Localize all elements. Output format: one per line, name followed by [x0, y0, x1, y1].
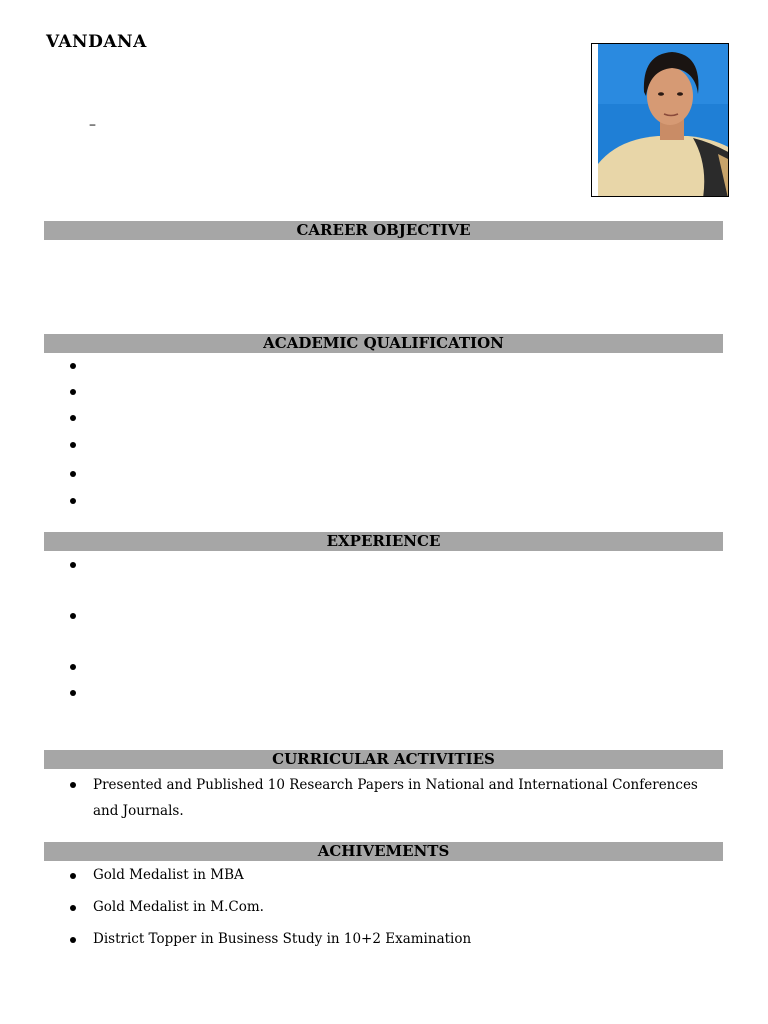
portrait-image: [598, 44, 729, 197]
career-objective-heading: CAREER OBJECTIVE: [296, 221, 471, 239]
candidate-name: VANDANA: [46, 32, 147, 52]
academic-bullet: [70, 471, 76, 477]
academic-qualification-heading: ACADEMIC QUALIFICATION: [263, 334, 504, 352]
achievement-item: District Topper in Business Study in 10+2 Examination: [93, 931, 472, 947]
experience-bullet: [70, 613, 76, 619]
curricular-bullet: [70, 782, 76, 788]
achievement-bullet: [70, 873, 76, 879]
achievements-heading: ACHIVEMENTS: [317, 842, 450, 860]
academic-bullet: [70, 389, 76, 395]
profile-photo: [591, 43, 729, 197]
achievement-item: Gold Medalist in M.Com.: [93, 899, 264, 915]
academic-bullet: [70, 442, 76, 448]
curricular-activities-heading: CURRICULAR ACTIVITIES: [272, 750, 495, 768]
experience-heading: EXPERIENCE: [326, 532, 441, 550]
academic-bullet: [70, 363, 76, 369]
experience-bullet: [70, 690, 76, 696]
experience-bullet: [70, 562, 76, 568]
header-dash: –: [89, 117, 96, 133]
experience-bullet: [70, 664, 76, 670]
academic-bullet: [70, 498, 76, 504]
achievement-bullet: [70, 937, 76, 943]
academic-bullet: [70, 415, 76, 421]
achievement-item: Gold Medalist in MBA: [93, 867, 244, 883]
achievement-bullet: [70, 905, 76, 911]
curricular-item: Presented and Published 10 Research Papers in National and International Conferences and Journals.: [93, 777, 698, 819]
